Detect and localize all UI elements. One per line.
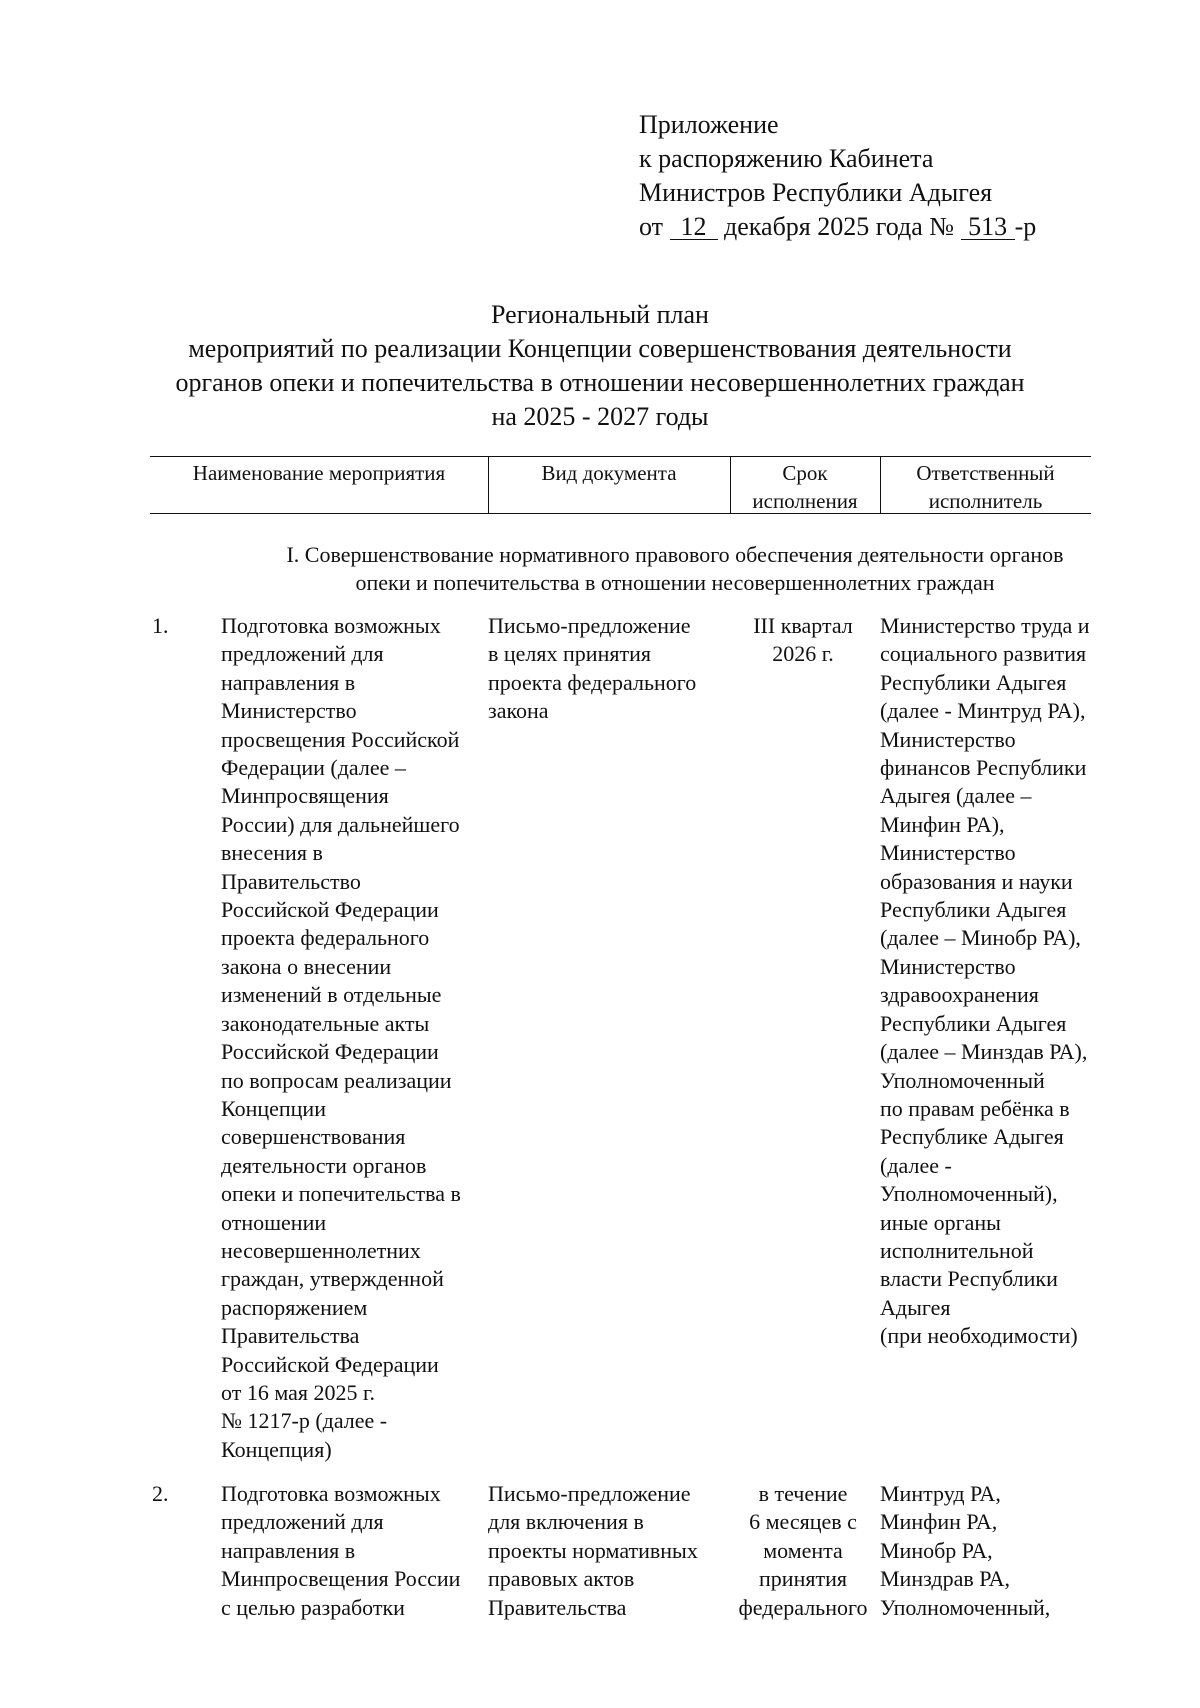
section-line-1: I. Совершенствование нормативного правового обеспечения деятельности органов — [286, 542, 1064, 567]
section-line-2: опеки и попечительства в отношении несовершеннолетних граждан — [355, 570, 995, 595]
title-line-1: Региональный план — [491, 300, 709, 329]
approval-line-3: Министров Республики Адыгея — [639, 178, 993, 207]
approval-block — [639, 108, 1036, 244]
row-document-type: Письмо-предложение в целях принятия проекта федерального закона — [488, 613, 697, 724]
row-document-type: Письмо-предложение для включения в проекты нормативных правовых актов Правительства — [488, 1481, 698, 1620]
approval-date-middle: декабря 2025 года № — [724, 212, 955, 241]
title-line-3: органов опеки и попечительства в отношении несовершеннолетних граждан — [175, 368, 1025, 397]
approval-date-line — [639, 210, 1036, 244]
row-number: 1. — [152, 613, 169, 638]
approval-date-prefix: от — [639, 212, 664, 241]
row-responsible: Министерство труда и социального развития Республики Адыгея (далее - Минтруд РА), Министерство финансов Республики Адыгея (далее – Минфин РА), Министерство образования и науки Республики Адыгея (далее – Минобр РА), Министерство здравоохранения Республики Адыгея (далее – Минздав РА), Уполномоченный по правам ребёнка в Республике Адыгея (далее - Уполномоченный), иные органы исполнительной власти Республики Адыгея (при необходимости) — [880, 613, 1090, 1349]
row-activity-name: Подготовка возможных предложений для направления в Министерство просвещения Российской Федерации (далее – Минпросвящения России) для дальнейшего внесения в Правительство Российской Федерации проекта федерального закона о внесении изменений в отдельные законодательные акты Российской Федерации по вопросам реализации Концепции совершенствования деятельности органов опеки и попечительства в отношении несовершеннолетних граждан, утвержденной распоряжением Правительства Российской Федерации от 16 мая 2025 г. № 1217-р (далее - Концепция) — [221, 613, 461, 1462]
table-header-responsible: Ответственный исполнитель — [916, 461, 1055, 513]
row-term: в течение 6 месяцев с момента принятия федерального — [738, 1481, 868, 1620]
approval-number-suffix: -р — [1014, 212, 1037, 241]
row-term: III квартал 2026 г. — [753, 613, 853, 667]
row-responsible: Минтруд РА, Минфин РА, Минобр РА, Минздрав РА, Уполномоченный, — [880, 1481, 1051, 1620]
approval-day: 12 — [670, 215, 718, 240]
table-header-top-border — [150, 456, 1091, 457]
approval-number: 513 — [961, 215, 1015, 240]
document-title — [150, 298, 1050, 434]
title-line-2: мероприятий по реализации Концепции совершенствования деятельности — [188, 334, 1012, 363]
table-header-doc-type: Вид документа — [541, 461, 677, 485]
row-number: 2. — [152, 1481, 169, 1506]
approval-line-2: к распоряжению Кабинета — [639, 144, 934, 173]
table-header-term: Срок исполнения — [752, 461, 858, 513]
table-header-name: Наименование мероприятия — [192, 461, 446, 485]
section-heading — [200, 541, 1150, 597]
approval-line-1: Приложение — [639, 110, 779, 139]
row-activity-name: Подготовка возможных предложений для направления в Минпросвещения России с целью разработки — [221, 1481, 461, 1620]
title-line-4: на 2025 - 2027 годы — [491, 402, 709, 431]
